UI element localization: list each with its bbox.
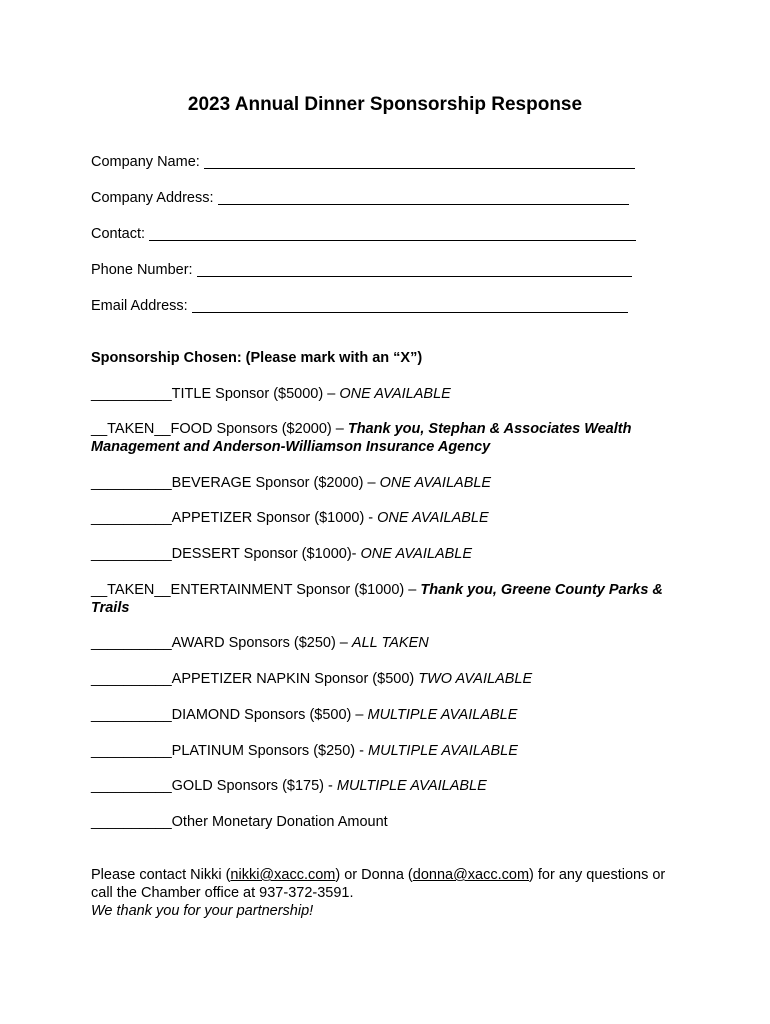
- sponsor-availability: ONE AVAILABLE: [379, 475, 492, 491]
- company-name-row: [91, 151, 635, 171]
- company-address-row: [91, 187, 629, 207]
- sponsor-item-entertainment[interactable]: [91, 581, 691, 617]
- email-address-field[interactable]: [192, 296, 628, 313]
- sponsor-mark-blank[interactable]: __________: [91, 671, 172, 687]
- sponsor-name: GOLD Sponsors ($175) -: [171, 778, 337, 794]
- sponsor-mark-blank[interactable]: __________: [91, 475, 172, 491]
- sponsor-mark-blank[interactable]: __________: [91, 707, 172, 723]
- sponsor-item-diamond[interactable]: [91, 706, 691, 724]
- sponsor-mark-taken[interactable]: __TAKEN__: [91, 582, 171, 598]
- sponsor-name: FOOD Sponsors ($2000) –: [170, 421, 348, 437]
- footer-text-2: ) or Donna (: [335, 867, 413, 883]
- sponsor-item-food[interactable]: [91, 420, 691, 456]
- contact-field[interactable]: [149, 224, 636, 241]
- page-title: 2023 Annual Dinner Sponsorship Response: [187, 94, 583, 115]
- sponsor-item-appetizer[interactable]: [91, 509, 691, 527]
- phone-number-field[interactable]: [197, 260, 632, 277]
- sponsor-item-gold[interactable]: [91, 777, 691, 795]
- contact-label: Contact:: [91, 226, 145, 242]
- sponsor-item-beverage[interactable]: [91, 474, 691, 492]
- sponsor-mark-blank[interactable]: __________: [91, 635, 172, 651]
- sponsor-name: AWARD Sponsors ($250) –: [171, 635, 352, 651]
- sponsor-item-other-donation[interactable]: [91, 813, 691, 831]
- sponsor-name: DIAMOND Sponsors ($500) –: [171, 707, 368, 723]
- sponsor-item-dessert[interactable]: [91, 545, 691, 563]
- sponsor-availability: MULTIPLE AVAILABLE: [368, 743, 518, 759]
- sponsor-availability: ONE AVAILABLE: [377, 510, 489, 526]
- donna-email-link[interactable]: donna@xacc.com: [412, 867, 530, 883]
- contact-row: [91, 223, 636, 243]
- company-address-field[interactable]: [218, 188, 629, 205]
- sponsor-availability: MULTIPLE AVAILABLE: [367, 707, 518, 723]
- sponsor-mark-blank[interactable]: __________: [91, 778, 172, 794]
- footer-text-3: ) for any questions or call the Chamber office at 937-372-3591.: [91, 867, 666, 901]
- sponsor-name: PLATINUM Sponsors ($250) -: [171, 743, 369, 759]
- sponsor-name: ENTERTAINMENT Sponsor ($1000) –: [170, 582, 421, 598]
- nikki-email-link[interactable]: nikki@xacc.com: [230, 867, 336, 883]
- sponsor-item-award[interactable]: [91, 634, 691, 652]
- email-address-label: Email Address:: [91, 298, 188, 314]
- sponsor-availability: ALL TAKEN: [351, 635, 429, 651]
- email-address-row: [91, 295, 628, 315]
- sponsor-mark-blank[interactable]: __________: [91, 743, 172, 759]
- footer-text-1: Please contact Nikki (: [91, 867, 231, 883]
- phone-number-row: [91, 259, 632, 279]
- sponsor-item-title[interactable]: [91, 385, 691, 403]
- sponsor-name: Other Monetary Donation Amount: [171, 814, 388, 830]
- sponsorship-heading: Sponsorship Chosen: (Please mark with an “X”): [91, 350, 423, 366]
- sponsor-name: DESSERT Sponsor ($1000)-: [171, 546, 361, 562]
- sponsor-item-appetizer-napkin[interactable]: [91, 670, 691, 688]
- company-name-field[interactable]: [204, 152, 635, 169]
- sponsor-mark-blank[interactable]: __________: [91, 546, 172, 562]
- sponsor-availability: TWO AVAILABLE: [418, 671, 533, 687]
- sponsor-availability: ONE AVAILABLE: [360, 546, 473, 562]
- sponsor-name: BEVERAGE Sponsor ($2000) –: [171, 475, 380, 491]
- contact-footer: [91, 866, 691, 920]
- sponsor-mark-taken[interactable]: __TAKEN__: [91, 421, 171, 437]
- sponsor-name: APPETIZER NAPKIN Sponsor ($500): [171, 671, 419, 687]
- sponsor-availability: MULTIPLE AVAILABLE: [336, 778, 487, 794]
- sponsor-mark-blank[interactable]: __________: [91, 510, 172, 526]
- sponsor-mark-blank[interactable]: __________: [91, 386, 172, 402]
- company-address-label: Company Address:: [91, 190, 214, 206]
- thank-you-note: We thank you for your partnership!: [91, 903, 314, 919]
- phone-number-label: Phone Number:: [91, 262, 193, 278]
- sponsor-name: TITLE Sponsor ($5000) –: [171, 386, 340, 402]
- sponsor-availability: ONE AVAILABLE: [339, 386, 451, 402]
- sponsor-item-platinum[interactable]: [91, 742, 691, 760]
- company-name-label: Company Name:: [91, 154, 200, 170]
- sponsor-mark-blank[interactable]: __________: [91, 814, 172, 830]
- sponsor-name: APPETIZER Sponsor ($1000) -: [171, 510, 378, 526]
- sponsor-thanks-note: Thank you, Greene County Parks & Trails: [91, 582, 663, 616]
- sponsor-thanks-note: Thank you, Stephan & Associates Wealth Management and Anderson-Williamson Insurance Agency: [91, 421, 632, 455]
